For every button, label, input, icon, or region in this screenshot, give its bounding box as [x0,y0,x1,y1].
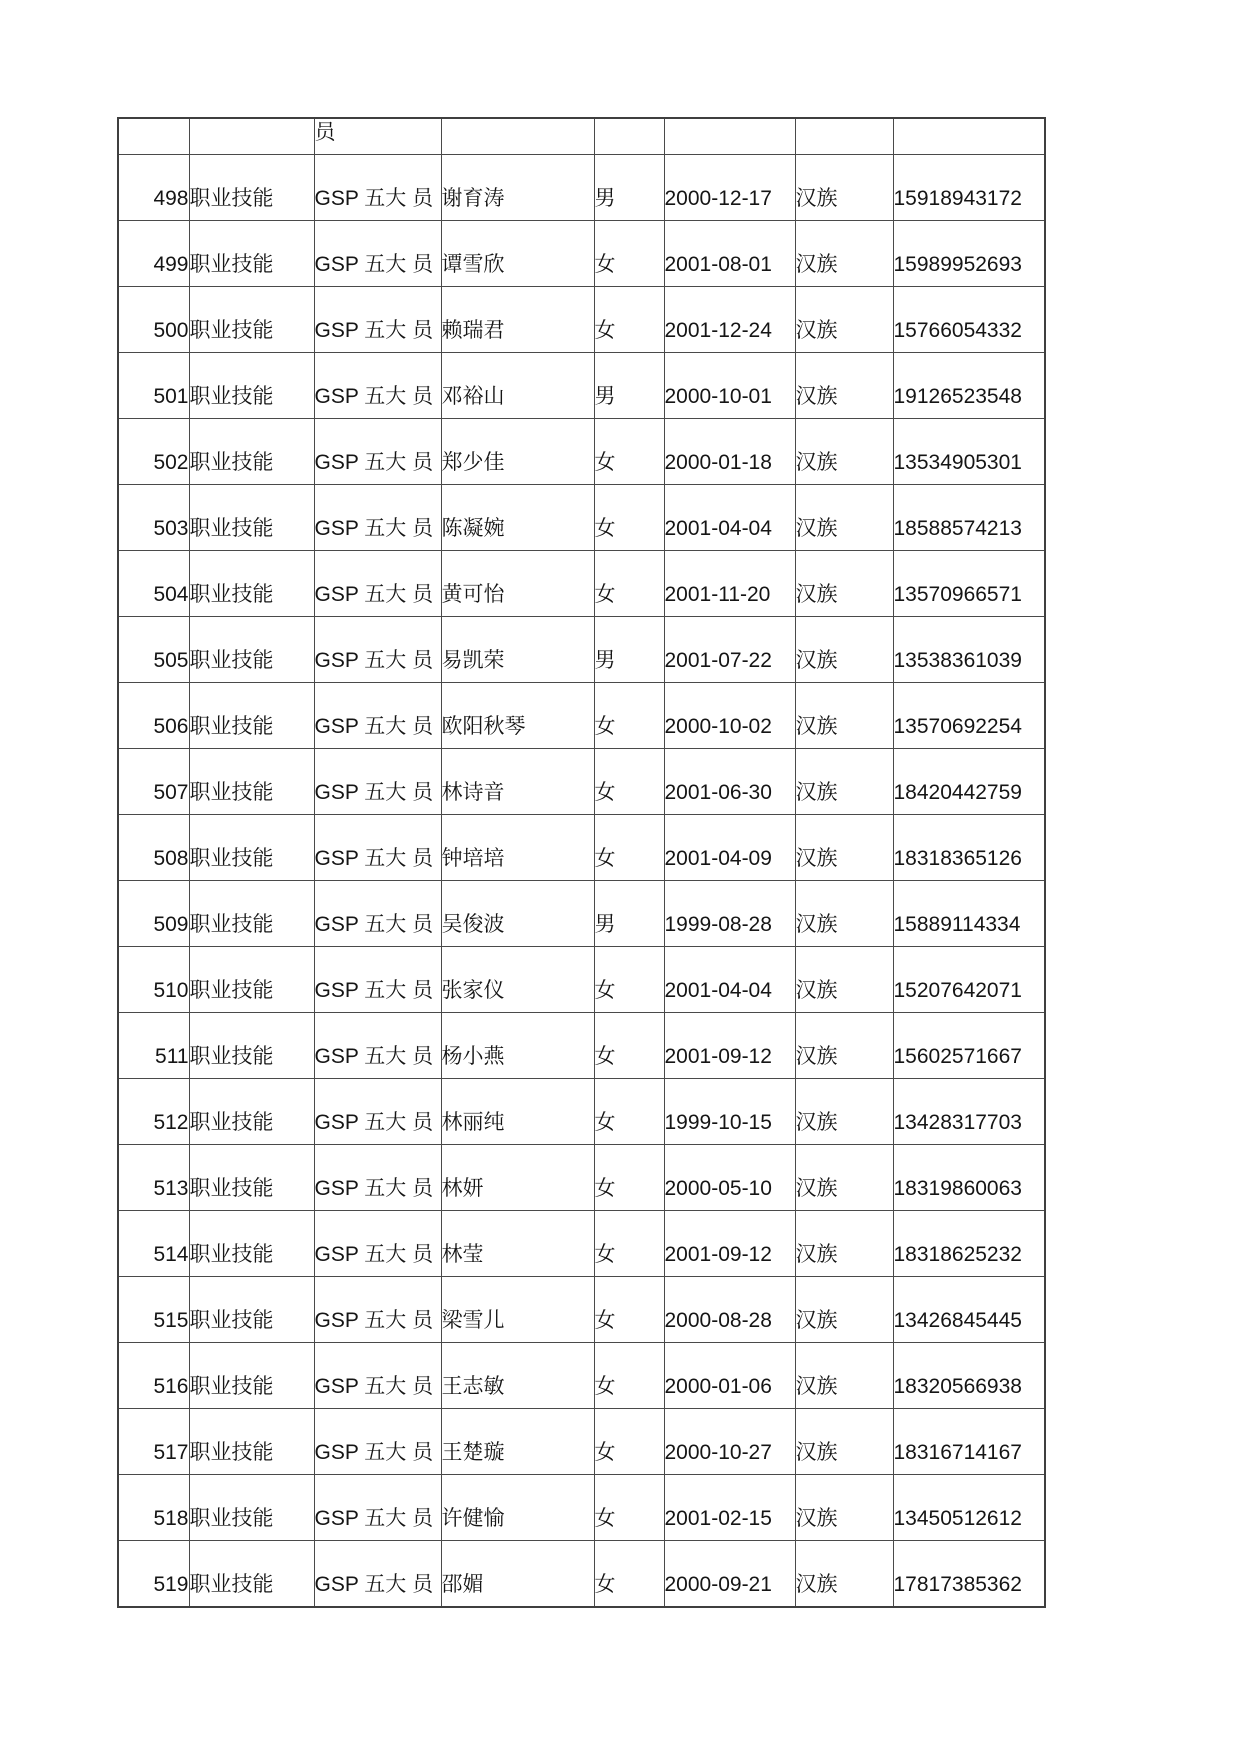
table-row [118,617,1045,683]
cell-phone [893,118,1045,155]
cell-certificate: GSP 五大 员 [314,749,441,815]
cell-name: 邓裕山 [441,353,594,419]
cell-name: 吴俊波 [441,881,594,947]
table-row [118,155,1045,221]
cell-phone: 18320566938 [893,1343,1045,1409]
cell-certificate: GSP 五大 员 [314,1343,441,1409]
cell-gender: 男 [594,881,664,947]
cell-index: 499 [118,221,189,287]
cell-category: 职业技能 [189,1145,314,1211]
table-row [118,287,1045,353]
cell-certificate: GSP 五大 员 [314,1079,441,1145]
cell-gender: 女 [594,683,664,749]
table-row [118,551,1045,617]
cell-certificate: GSP 五大 员 [314,617,441,683]
cell-certificate: GSP 五大 员 [314,155,441,221]
cell-name: 王楚璇 [441,1409,594,1475]
cell-gender: 男 [594,617,664,683]
cell-certificate: GSP 五大 员 [314,287,441,353]
cell-category: 职业技能 [189,617,314,683]
cell-gender: 女 [594,1079,664,1145]
cell-index: 518 [118,1475,189,1541]
cell-ethnicity: 汉族 [795,881,893,947]
cell-ethnicity: 汉族 [795,1409,893,1475]
cell-ethnicity: 汉族 [795,947,893,1013]
table-row [118,485,1045,551]
cell-birth-date: 2001-02-15 [664,1475,795,1541]
cell-index: 501 [118,353,189,419]
cell-phone: 13428317703 [893,1079,1045,1145]
cell-index: 506 [118,683,189,749]
cell-certificate: GSP 五大 员 [314,1541,441,1607]
cell-gender: 女 [594,1277,664,1343]
cell-phone: 18420442759 [893,749,1045,815]
cell-phone: 13534905301 [893,419,1045,485]
cell-name: 林妍 [441,1145,594,1211]
cell-index: 500 [118,287,189,353]
cell-birth-date: 2000-10-02 [664,683,795,749]
cell-category: 职业技能 [189,551,314,617]
cell-category: 职业技能 [189,353,314,419]
cell-name: 郑少佳 [441,419,594,485]
cell-name: 钟培培 [441,815,594,881]
table-body [118,118,1045,1607]
cell-ethnicity: 汉族 [795,749,893,815]
cell-name: 林莹 [441,1211,594,1277]
cell-index: 512 [118,1079,189,1145]
cell-gender: 女 [594,1145,664,1211]
cell-category: 职业技能 [189,1277,314,1343]
table-row [118,1475,1045,1541]
cell-ethnicity: 汉族 [795,1145,893,1211]
cell-phone: 15766054332 [893,287,1045,353]
cell-phone: 13426845445 [893,1277,1045,1343]
cell-birth-date: 2000-05-10 [664,1145,795,1211]
cell-certificate: GSP 五大 员 [314,683,441,749]
cell-birth-date: 2001-04-04 [664,947,795,1013]
table-row [118,1145,1045,1211]
cell-index: 513 [118,1145,189,1211]
cell-certificate: GSP 五大 员 [314,1277,441,1343]
cell-index: 508 [118,815,189,881]
cell-name: 赖瑞君 [441,287,594,353]
cell-category: 职业技能 [189,749,314,815]
cell-index [118,118,189,155]
cell-phone: 15602571667 [893,1013,1045,1079]
cell-birth-date: 1999-10-15 [664,1079,795,1145]
table-row [118,1211,1045,1277]
cell-certificate: GSP 五大 员 [314,1475,441,1541]
cell-birth-date: 2000-10-27 [664,1409,795,1475]
cell-index: 509 [118,881,189,947]
cell-gender: 男 [594,353,664,419]
cell-phone: 18316714167 [893,1409,1045,1475]
cell-birth-date: 2000-12-17 [664,155,795,221]
cell-gender: 女 [594,1343,664,1409]
cell-category: 职业技能 [189,947,314,1013]
cell-category: 职业技能 [189,815,314,881]
cell-index: 503 [118,485,189,551]
cell-gender: 女 [594,287,664,353]
table-row [118,881,1045,947]
cell-category: 职业技能 [189,1013,314,1079]
cell-certificate: GSP 五大 员 [314,1409,441,1475]
cell-ethnicity [795,118,893,155]
table-row [118,1277,1045,1343]
table-row [118,221,1045,287]
cell-name: 张家仪 [441,947,594,1013]
cell-name: 梁雪儿 [441,1277,594,1343]
cell-gender: 女 [594,551,664,617]
cell-phone: 18319860063 [893,1145,1045,1211]
cell-name: 许健愉 [441,1475,594,1541]
table-row [118,118,1045,155]
cell-ethnicity: 汉族 [795,287,893,353]
cell-ethnicity: 汉族 [795,353,893,419]
cell-birth-date: 2000-01-18 [664,419,795,485]
cell-gender [594,118,664,155]
cell-certificate: GSP 五大 员 [314,1013,441,1079]
cell-gender: 女 [594,485,664,551]
cell-ethnicity: 汉族 [795,1079,893,1145]
cell-category: 职业技能 [189,1079,314,1145]
cell-ethnicity: 汉族 [795,1277,893,1343]
cell-index: 514 [118,1211,189,1277]
cell-birth-date [664,118,795,155]
cell-gender: 男 [594,155,664,221]
cell-gender: 女 [594,221,664,287]
table-row [118,1013,1045,1079]
cell-birth-date: 2001-11-20 [664,551,795,617]
cell-ethnicity: 汉族 [795,485,893,551]
cell-ethnicity: 汉族 [795,683,893,749]
cell-phone: 18318625232 [893,1211,1045,1277]
cell-birth-date: 2000-01-06 [664,1343,795,1409]
cell-name: 林丽纯 [441,1079,594,1145]
cell-gender: 女 [594,749,664,815]
cell-certificate: GSP 五大 员 [314,947,441,1013]
cell-name: 谭雪欣 [441,221,594,287]
table-row [118,947,1045,1013]
cell-birth-date: 2001-08-01 [664,221,795,287]
cell-certificate: GSP 五大 员 [314,485,441,551]
cell-name: 易凯荣 [441,617,594,683]
cell-category: 职业技能 [189,221,314,287]
table-row [118,1541,1045,1607]
cell-gender: 女 [594,1409,664,1475]
cell-birth-date: 2000-08-28 [664,1277,795,1343]
cell-name: 谢育涛 [441,155,594,221]
cell-birth-date: 2001-07-22 [664,617,795,683]
cell-name: 邵媚 [441,1541,594,1607]
cell-phone: 18588574213 [893,485,1045,551]
cell-name: 杨小燕 [441,1013,594,1079]
cell-birth-date: 1999-08-28 [664,881,795,947]
cell-index: 502 [118,419,189,485]
cell-birth-date: 2001-04-09 [664,815,795,881]
cell-certificate: GSP 五大 员 [314,815,441,881]
cell-ethnicity: 汉族 [795,1211,893,1277]
cell-category: 职业技能 [189,1211,314,1277]
table-row [118,815,1045,881]
table-row [118,1409,1045,1475]
cell-index: 519 [118,1541,189,1607]
cell-category: 职业技能 [189,287,314,353]
cell-certificate: GSP 五大 员 [314,1211,441,1277]
table-row [118,683,1045,749]
cell-gender: 女 [594,1013,664,1079]
cell-phone: 15889114334 [893,881,1045,947]
cell-phone: 15207642071 [893,947,1045,1013]
cell-ethnicity: 汉族 [795,1475,893,1541]
cell-phone: 15989952693 [893,221,1045,287]
cell-ethnicity: 汉族 [795,551,893,617]
cell-ethnicity: 汉族 [795,1013,893,1079]
cell-certificate: GSP 五大 员 [314,881,441,947]
cell-category: 职业技能 [189,1409,314,1475]
cell-category: 职业技能 [189,1343,314,1409]
cell-phone: 13570966571 [893,551,1045,617]
cell-name: 王志敏 [441,1343,594,1409]
table-row [118,1343,1045,1409]
cell-certificate: GSP 五大 员 [314,551,441,617]
cell-index: 511 [118,1013,189,1079]
cell-phone: 19126523548 [893,353,1045,419]
cell-index: 504 [118,551,189,617]
cell-ethnicity: 汉族 [795,617,893,683]
cell-certificate: GSP 五大 员 [314,419,441,485]
cell-index: 507 [118,749,189,815]
cell-category: 职业技能 [189,485,314,551]
cell-category: 职业技能 [189,155,314,221]
cell-ethnicity: 汉族 [795,221,893,287]
cell-name: 林诗音 [441,749,594,815]
cell-phone: 17817385362 [893,1541,1045,1607]
cell-index: 510 [118,947,189,1013]
cell-name: 陈凝婉 [441,485,594,551]
table-row [118,749,1045,815]
cell-category: 职业技能 [189,683,314,749]
cell-index: 515 [118,1277,189,1343]
cell-phone: 13538361039 [893,617,1045,683]
table-row [118,419,1045,485]
cell-ethnicity: 汉族 [795,815,893,881]
cell-category: 职业技能 [189,1475,314,1541]
cell-birth-date: 2000-10-01 [664,353,795,419]
cell-birth-date: 2001-09-12 [664,1211,795,1277]
cell-category: 职业技能 [189,419,314,485]
cell-phone: 13450512612 [893,1475,1045,1541]
cell-certificate: GSP 五大 员 [314,1145,441,1211]
cell-ethnicity: 汉族 [795,1541,893,1607]
cell-gender: 女 [594,1541,664,1607]
cell-index: 498 [118,155,189,221]
roster-table [117,117,1046,1608]
table-row [118,1079,1045,1145]
cell-category: 职业技能 [189,1541,314,1607]
cell-ethnicity: 汉族 [795,419,893,485]
cell-gender: 女 [594,1211,664,1277]
cell-category [189,118,314,155]
cell-certificate: 员 [314,118,441,155]
cell-birth-date: 2001-04-04 [664,485,795,551]
cell-phone: 15918943172 [893,155,1045,221]
cell-ethnicity: 汉族 [795,155,893,221]
cell-name: 黄可怡 [441,551,594,617]
cell-index: 517 [118,1409,189,1475]
cell-name: 欧阳秋琴 [441,683,594,749]
cell-gender: 女 [594,419,664,485]
cell-category: 职业技能 [189,881,314,947]
cell-gender: 女 [594,947,664,1013]
cell-gender: 女 [594,1475,664,1541]
cell-certificate: GSP 五大 员 [314,221,441,287]
cell-index: 505 [118,617,189,683]
cell-birth-date: 2001-12-24 [664,287,795,353]
table-row [118,353,1045,419]
cell-certificate: GSP 五大 员 [314,353,441,419]
cell-birth-date: 2001-06-30 [664,749,795,815]
cell-index: 516 [118,1343,189,1409]
cell-phone: 18318365126 [893,815,1045,881]
cell-name [441,118,594,155]
cell-birth-date: 2000-09-21 [664,1541,795,1607]
cell-gender: 女 [594,815,664,881]
cell-ethnicity: 汉族 [795,1343,893,1409]
cell-phone: 13570692254 [893,683,1045,749]
cell-birth-date: 2001-09-12 [664,1013,795,1079]
